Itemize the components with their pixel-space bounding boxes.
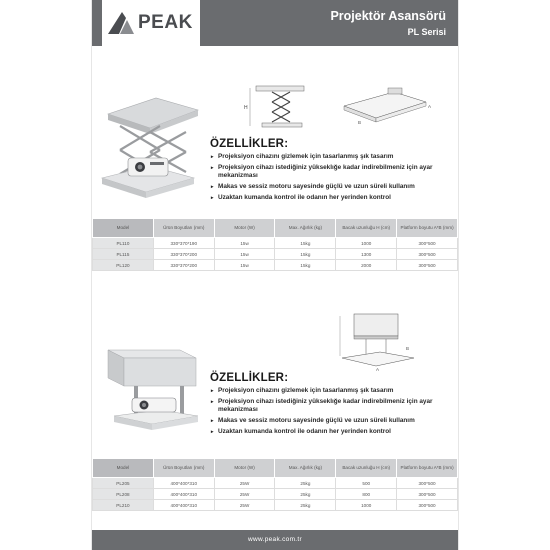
feature-item: ► Makas ve sessiz motoru sayesinde güçlü ve uzun süreli kullanım — [210, 183, 450, 191]
page-title: Projektör Asansörü — [330, 9, 446, 23]
feature-item: ► Makas ve sessiz motoru sayesinde güçlü ve uzun süreli kullanım — [210, 417, 450, 425]
label-b-2: B — [406, 346, 410, 351]
page-header — [92, 0, 458, 46]
label-b: B — [358, 120, 362, 125]
table-cell: 25W — [214, 500, 275, 511]
column-header: Max. Ağırlık (kg) — [275, 219, 336, 238]
column-header: Bacak uzunluğu H (cm) — [336, 219, 397, 238]
table-cell: 300*500 — [397, 500, 458, 511]
table-cell: 1000 — [336, 238, 397, 249]
features-section-2 — [210, 372, 450, 438]
page-subtitle: PL Serisi — [407, 27, 446, 37]
feature-item: ► Projeksiyon cihazını gizlemek için tasarlanmış şık tasarım — [210, 153, 450, 161]
peak-mountain-icon — [106, 6, 136, 38]
table-cell: 500 — [336, 478, 397, 489]
diagram-perspective-view-pl2 — [336, 310, 422, 372]
table-cell: 1300 — [336, 249, 397, 260]
table-cell: 330*370*200 — [153, 260, 214, 271]
table-cell: 15w — [214, 260, 275, 271]
diagram-front-view-pl1 — [242, 82, 318, 132]
table-cell: 400*400*310 — [153, 478, 214, 489]
table-cell: 25kg — [275, 500, 336, 511]
spec-table-1 — [92, 218, 458, 271]
table-cell: 300*500 — [397, 478, 458, 489]
label-a-2: A — [376, 367, 380, 372]
table-row — [93, 249, 458, 260]
product-photo-pl1 — [98, 92, 206, 212]
table-cell: 300*500 — [397, 249, 458, 260]
column-header: Model — [93, 459, 154, 478]
table-cell: 800 — [336, 489, 397, 500]
feature-item: ► Uzaktan kumanda kontrol ile odanın her yerinden kontrol — [210, 194, 450, 202]
table-cell: 25W — [214, 489, 275, 500]
feature-item: ► Projeksiyon cihazını gizlemek için tasarlanmış şık tasarım — [210, 387, 450, 395]
table-cell: 25W — [214, 478, 275, 489]
product-photo-pl2 — [100, 346, 204, 446]
table-cell: 15kg — [275, 249, 336, 260]
diagram-perspective-view-pl1 — [338, 86, 434, 128]
table-cell: 330*370*190 — [153, 238, 214, 249]
table-header-row — [93, 459, 458, 478]
table-row — [93, 489, 458, 500]
features-heading: ÖZELLİKLER: — [210, 138, 289, 150]
table-cell: 25kg — [275, 478, 336, 489]
features-heading: ÖZELLİKLER: — [210, 372, 289, 384]
column-header: Ürün Boyutları (mm) — [153, 459, 214, 478]
table-header-row — [93, 219, 458, 238]
table-cell: 300*500 — [397, 238, 458, 249]
features-list — [210, 153, 450, 202]
feature-item: ► Uzaktan kumanda kontrol ile odanın her yerinden kontrol — [210, 428, 450, 436]
table-cell: PL210 — [93, 500, 154, 511]
table-cell: 15w — [214, 249, 275, 260]
table-row — [93, 238, 458, 249]
page-footer — [92, 530, 458, 550]
table-row — [93, 478, 458, 489]
logo-text: PEAK — [138, 12, 193, 33]
label-a: A — [428, 104, 432, 109]
label-h: H — [244, 105, 248, 111]
table-cell: PL120 — [93, 260, 154, 271]
column-header: Platform boyutu A*B (mm) — [397, 459, 458, 478]
features-list — [210, 387, 450, 436]
table-cell: 15kg — [275, 260, 336, 271]
column-header: Motor (W) — [214, 219, 275, 238]
table-cell: 15kg — [275, 238, 336, 249]
column-header: Model — [93, 219, 154, 238]
column-header: Ürün Boyutları (mm) — [153, 219, 214, 238]
table-cell: 1000 — [336, 500, 397, 511]
feature-item: ► Projeksiyon cihazı istediğiniz yükseklığe kadar indirebilmeniz için ayar mekanizması — [210, 164, 450, 181]
website-text: www.peak.com.tr — [248, 536, 302, 543]
table-cell: PL208 — [93, 489, 154, 500]
table-cell: PL115 — [93, 249, 154, 260]
table-row — [93, 260, 458, 271]
table-cell: 400*400*310 — [153, 489, 214, 500]
table-cell: 300*500 — [397, 260, 458, 271]
spec-table-2 — [92, 458, 458, 511]
column-header: Motor (W) — [214, 459, 275, 478]
logo — [102, 0, 200, 46]
table-cell: 25kg — [275, 489, 336, 500]
table-cell: 400*400*310 — [153, 500, 214, 511]
table-cell: PL205 — [93, 478, 154, 489]
table-cell: 2000 — [336, 260, 397, 271]
table-cell: PL110 — [93, 238, 154, 249]
table-cell: 300*500 — [397, 489, 458, 500]
column-header: Bacak uzunluğu H (cm) — [336, 459, 397, 478]
catalog-page — [92, 0, 458, 550]
table-cell: 330*370*200 — [153, 249, 214, 260]
column-header: Max. Ağırlık (kg) — [275, 459, 336, 478]
features-section-1 — [210, 138, 450, 204]
feature-item: ► Projeksiyon cihazı istediğiniz yükseklığe kadar indirebilmeniz için ayar mekanizması — [210, 398, 450, 415]
table-row — [93, 500, 458, 511]
column-header: Platform boyutu A*B (mm) — [397, 219, 458, 238]
table-cell: 15w — [214, 238, 275, 249]
